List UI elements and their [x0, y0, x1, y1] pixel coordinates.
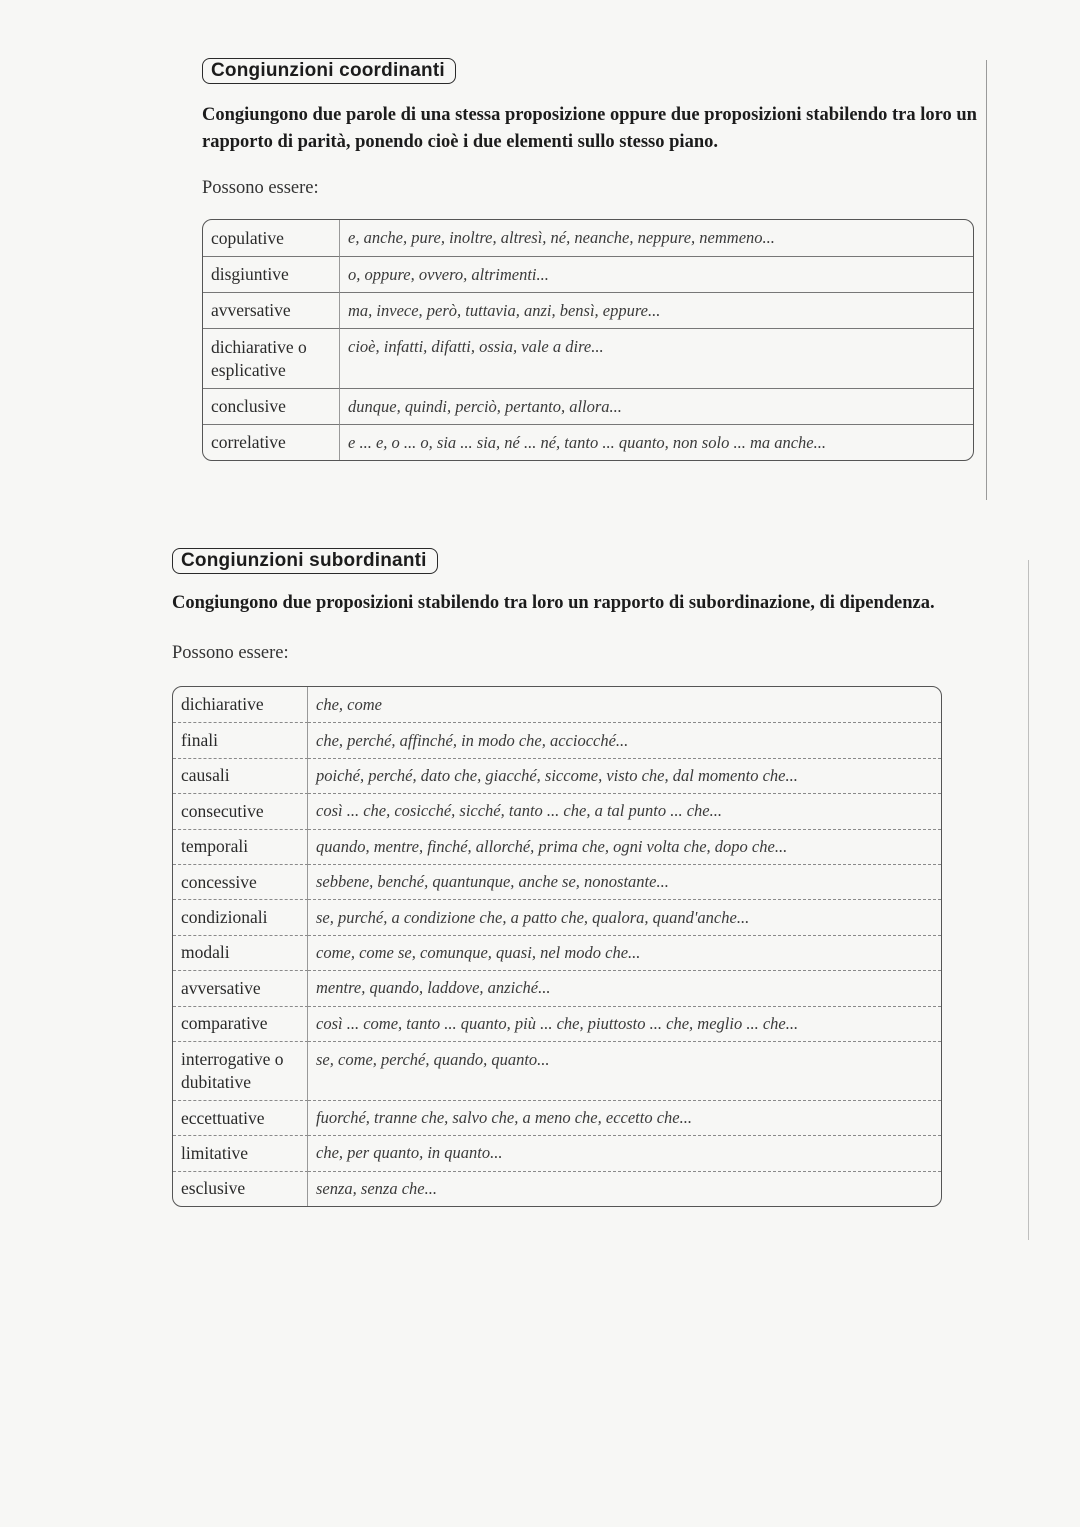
table-row: [173, 793, 941, 828]
examples-cell: così ... che, cosicché, sicché, tanto ... che, a tal punto ... che...: [308, 793, 941, 828]
examples-cell: che, come: [316, 694, 382, 714]
coordinating-intro: Congiungono due parole di una stessa proposizione oppure due proposizioni stabilendo tra loro un rapporto di parità, ponendo cioè i due elementi sullo stesso piano.: [202, 105, 977, 152]
table-row: [203, 292, 973, 328]
examples-cell: o, oppure, ovvero, altrimenti...: [340, 256, 973, 292]
subordinating-intro: Congiungono due proposizioni stabilendo tra loro un rapporto di subordinazione, di dipendenza.: [172, 593, 935, 613]
table-row: [173, 864, 941, 899]
category-cell: dichiarative o esplicative: [203, 328, 340, 388]
category-cell: condizionali: [173, 899, 308, 934]
subordinating-lead: Possono essere:: [172, 643, 289, 663]
coordinating-section: [202, 58, 977, 461]
category-cell: copulative: [203, 220, 340, 256]
coordinating-table: [202, 219, 974, 461]
table-row: [203, 328, 973, 388]
examples-cell: cioè, infatti, difatti, ossia, vale a dire...: [340, 328, 973, 388]
examples-cell: quando, mentre, finché, allorché, prima che, ogni volta che, dopo che...: [308, 829, 941, 864]
table-row: [173, 899, 941, 934]
category-cell: disgiuntive: [203, 256, 340, 292]
table-row: [203, 256, 973, 292]
table-row: [203, 388, 973, 424]
category-cell: dichiarative: [173, 687, 308, 722]
examples-cell: se, purché, a condizione che, a patto che, qualora, quand'anche...: [308, 899, 941, 934]
category-cell: modali: [173, 935, 308, 970]
table-row: [173, 1171, 941, 1206]
category-cell: interrogative o dubitative: [173, 1041, 308, 1100]
table-row: [173, 758, 941, 793]
category-cell: esclusive: [173, 1171, 308, 1206]
subordinating-table: [172, 686, 942, 1207]
category-cell: concessive: [173, 864, 308, 899]
category-cell: comparative: [173, 1006, 308, 1041]
category-cell: conclusive: [203, 388, 340, 424]
category-cell: correlative: [203, 424, 340, 460]
category-cell: eccettuative: [173, 1100, 308, 1135]
scan-edge-line: [1028, 560, 1029, 1240]
table-row: [173, 1006, 941, 1041]
coordinating-lead: Possono essere:: [202, 178, 319, 198]
category-cell: avversative: [203, 292, 340, 328]
examples-cell: sebbene, benché, quantunque, anche se, nonostante...: [308, 864, 941, 899]
examples-cell: poiché, perché, dato che, giacché, siccome, visto che, dal momento che...: [308, 758, 941, 793]
scan-edge-line: [986, 60, 987, 500]
table-row: [173, 1135, 941, 1170]
examples-cell: fuorché, tranne che, salvo che, a meno che, eccetto che...: [308, 1100, 941, 1135]
category-cell: consecutive: [173, 793, 308, 828]
examples-cell: che, per quanto, in quanto...: [308, 1135, 941, 1170]
examples-cell: ma, invece, però, tuttavia, anzi, bensì, eppure...: [340, 292, 973, 328]
category-cell: limitative: [173, 1135, 308, 1170]
subordinating-title: Congiunzioni subordinanti: [172, 548, 438, 574]
examples-cell: mentre, quando, laddove, anziché...: [308, 970, 941, 1005]
examples-cell: se, come, perché, quando, quanto...: [308, 1041, 941, 1100]
category-cell: temporali: [173, 829, 308, 864]
table-row: [203, 220, 973, 256]
examples-cell: e, anche, pure, inoltre, altresì, né, neanche, neppure, nemmeno...: [348, 228, 775, 247]
examples-cell: dunque, quindi, perciò, pertanto, allora...: [340, 388, 973, 424]
table-row: [173, 1041, 941, 1100]
examples-cell: e ... e, o ... o, sia ... sia, né ... né, tanto ... quanto, non solo ... ma anche...: [340, 424, 973, 460]
table-row: [173, 829, 941, 864]
category-cell: avversative: [173, 970, 308, 1005]
coordinating-title: Congiunzioni coordinanti: [202, 58, 456, 84]
examples-cell: senza, senza che...: [308, 1171, 941, 1206]
table-row: [203, 424, 973, 460]
examples-cell: che, perché, affinché, in modo che, acciocché...: [308, 722, 941, 757]
subordinating-section: [172, 548, 944, 1207]
table-row: [173, 935, 941, 970]
table-row: [173, 687, 941, 722]
examples-cell: come, come se, comunque, quasi, nel modo che...: [308, 935, 941, 970]
category-cell: finali: [173, 722, 308, 757]
examples-cell: così ... come, tanto ... quanto, più ... che, piuttosto ... che, meglio ... che...: [308, 1006, 941, 1041]
category-cell: causali: [173, 758, 308, 793]
table-row: [173, 722, 941, 757]
table-row: [173, 1100, 941, 1135]
table-row: [173, 970, 941, 1005]
